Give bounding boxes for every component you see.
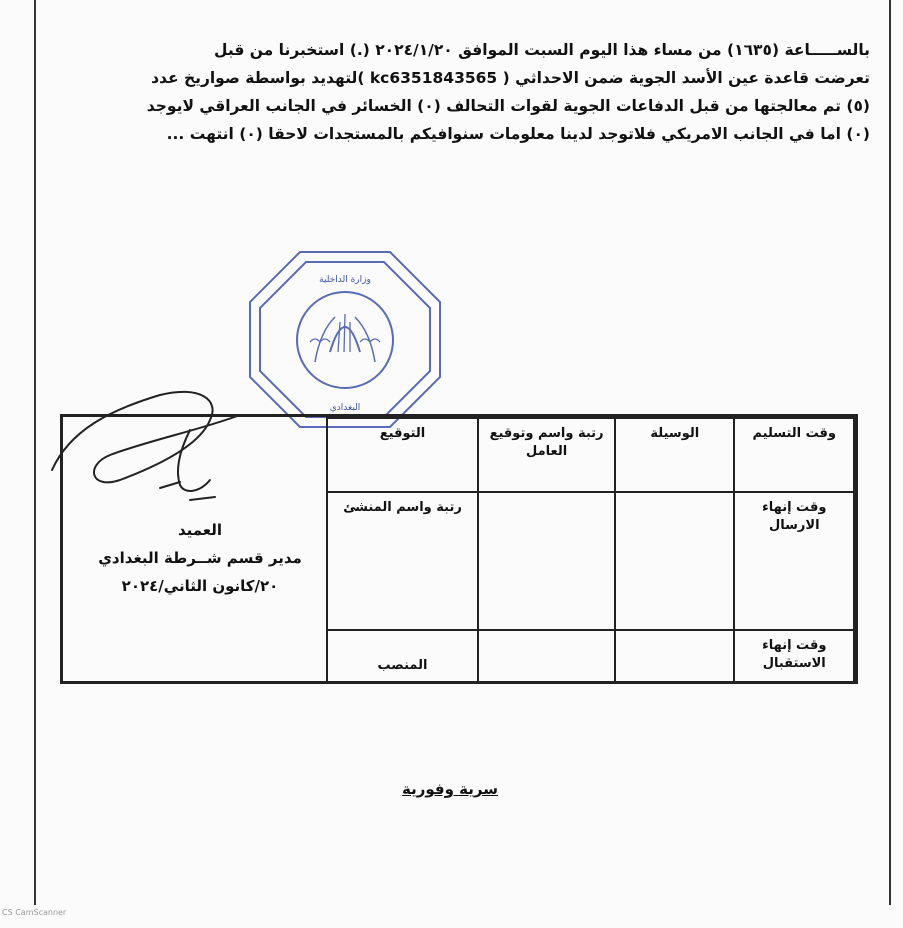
- label-send-end-time: وقت إنهاء الارسال: [762, 500, 827, 533]
- header-signature: التوقيع: [379, 426, 426, 441]
- routing-form-table: [326, 417, 855, 683]
- cell-empty: [615, 630, 734, 682]
- stamp-bottom-text: البغدادي: [329, 403, 361, 413]
- label-originator: رتبة واسم المنشئ: [343, 500, 462, 515]
- page-left-border: [34, 0, 36, 905]
- page-right-border: [889, 0, 891, 905]
- body-line-3: (٥) تم معالجتها من قبل الدفاعات الجوية لقوات التحالف (٠) الخسائر في الجانب العراقي لايوجد: [146, 97, 870, 115]
- cell-empty: [478, 492, 615, 630]
- cell-empty: [478, 630, 615, 682]
- label-receive-end-time: وقت إنهاء الاستقبال: [762, 638, 827, 671]
- classification-label: سرية وفورية: [402, 780, 498, 798]
- message-body: [50, 36, 870, 148]
- header-means: الوسيلة: [650, 426, 700, 441]
- header-operator: رتبة واسم وتوقيع العامل: [489, 426, 604, 459]
- cell-empty: [615, 492, 734, 630]
- signer-rank: العميد: [177, 521, 223, 539]
- label-position: المنصب: [377, 658, 428, 673]
- signer-title: مدير قسم شــرطة البغدادي: [98, 549, 302, 567]
- signer-date: ٢٠/كانون الثاني/٢٠٢٤: [121, 577, 279, 595]
- body-line-1: بالســـــاعة (١٦٣٥) من مساء هذا اليوم السبت الموافق ٢٠٢٤/١/٢٠ (.) استخبرنا من قبل: [214, 41, 870, 59]
- body-line-2: تعرضت قاعدة عين الأسد الجوية ضمن الاحداثي ( kc6351843565 )لتهديد بواسطة صواريخ عدد: [151, 69, 870, 87]
- header-delivery-time: وقت التسليم: [752, 426, 837, 441]
- body-line-4: (٠) اما في الجانب الامريكي فلاتوجد لدينا معلومات سنوافيكم بالمستجدات لاحقا (٠) انتهت ...: [166, 125, 870, 143]
- stamp-top-text: وزارة الداخلية: [319, 275, 371, 285]
- scanner-watermark: CS CamScanner: [2, 908, 67, 917]
- handwritten-signature: [40, 370, 300, 520]
- signer-block: [80, 516, 320, 600]
